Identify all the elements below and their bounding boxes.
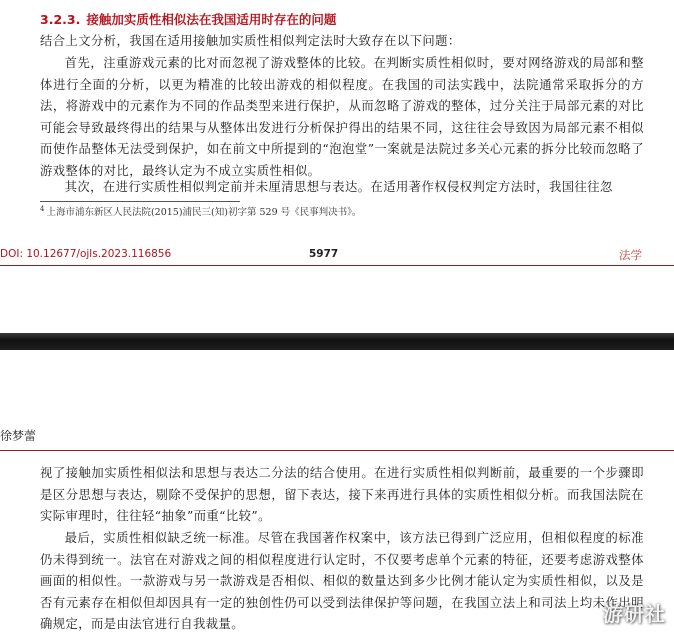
paragraph-continuation: 视了接触加实质性相似法和思想与表达二分法的结合使用。在进行实质性相似判断前，最重要的一个步骤即是区分思想与表达，剔除不受保护的思想，留下表达，接下来再进行具体的实质性相似分析。而我国法院在实际审理时，往往轻“抽象”而重“比较”。 [40,466,644,523]
paragraph-intro: 结合上文分析，我国在适用接触加实质性相似判定法时大致存在以下问题： [40,34,461,48]
running-header-author: 徐梦蕾 [0,429,37,443]
footnote [40,204,361,218]
footnote-marker: 4 [40,204,45,213]
footnote-text: 上海市浦东新区人民法院(2015)浦民三(知)初字第 529 号《民事判决书》。 [46,207,362,218]
doi-link[interactable]: DOI: 10.12677/ojls.2023.116856 [0,248,172,260]
watermark-logo: 游研社 [603,602,666,626]
header-rule [0,450,674,451]
footer-rule [0,265,674,266]
paragraph-first-issue: 首先，注重游戏元素的比对而忽视了游戏整体的比较。在判断实质性相似时，要对网络游戏的局部和整体进行全面的分析，以更为精准的比较出游戏的相似程度。在我国的司法实践中，法院通常采取拆分的方法，将游戏中的元素作为不同的作品类型来进行保护，从而忽略了游戏的整体，过分关注于局部元素的对比可能会导致最终得出的结果与从整体出发进行分析保护得出的结果不同，这往往会导致因为局部元素不相似而使作品整体无法受到保护，如在前文中所提到的“泡泡堂”一案就是法院过多关心元素的拆分比较而忽略了游戏整体的对比，最终认定为不成立实质性相似。 [40,56,644,178]
section-title: 接触加实质性相似法在我国适用时存在的问题 [86,12,337,27]
paragraph-third-issue: 最后，实质性相似缺乏统一标准。尽管在我国著作权案中，该方法已得到广泛应用，但相似程度的标准仍未得到统一。法官在对游戏之间的相似程度进行认定时，不仅要考虑单个元素的特征，还要考虑游戏整体画面的相似性。一款游戏与另一款游戏是否相似、相似的数量达到多少比例才能认定为实质性相似，以及是否有元素存在相似但却因具有一定的独创性仍可以受到法律保护等问题，在我国立法上和司法上均未作出明确规定，而是由法官进行自我裁量。 [40,531,644,631]
page-separator [0,333,674,350]
paragraph-second-issue: 其次，在进行实质性相似判定前并未厘清思想与表达。在适用著作权侵权判定方法时，我国往往忽 [64,180,613,194]
page-footer [0,244,674,266]
page-number: 5977 [309,248,339,260]
section-number: 3.2.3. [40,12,81,27]
section-heading [40,10,336,28]
journal-name: 法学 [619,248,642,262]
footnote-divider [40,201,240,202]
